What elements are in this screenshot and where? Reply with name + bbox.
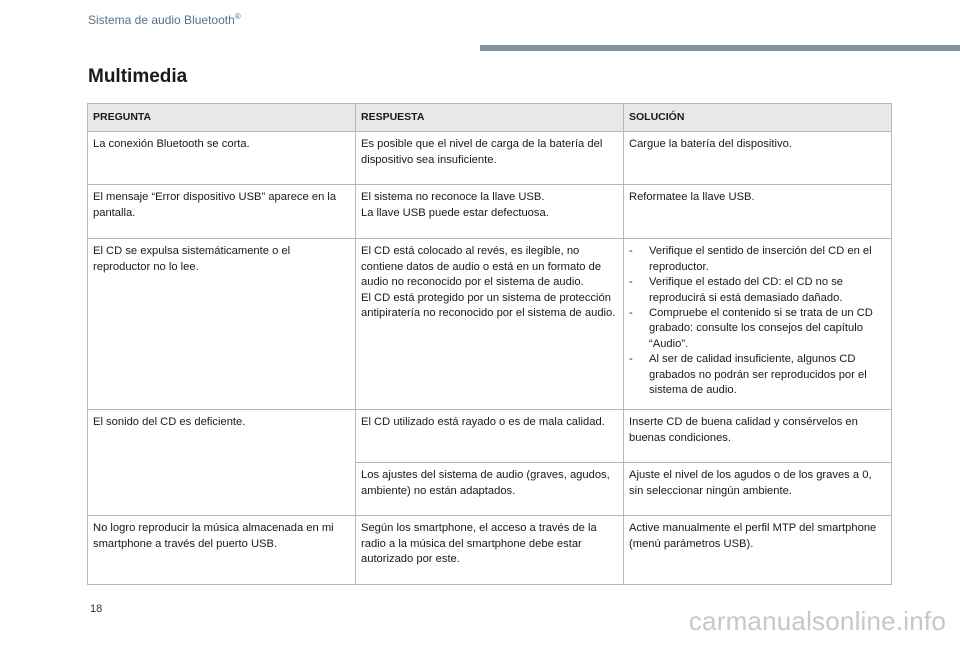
page-number: 18 bbox=[90, 603, 103, 615]
solution-cell: Active manualmente el perfil MTP del smartphone (menú parámetros USB). bbox=[624, 516, 892, 585]
answer-cell: Según los smartphone, el acceso a través de la radio a la música del smartphone debe estar autorizado por este. bbox=[356, 516, 624, 585]
registered-mark: ® bbox=[234, 12, 241, 21]
question-cell: El CD se expulsa sistemáticamente o el reproductor no lo lee. bbox=[88, 239, 356, 410]
answer-line: El CD está colocado al revés, es ilegible, no contiene datos de audio o está en un formato de audio no reconocido por el sistema de audio. bbox=[361, 245, 602, 289]
answer-line: La llave USB puede estar defectuosa. bbox=[361, 206, 549, 219]
list-item: - Al ser de calidad insuficiente, algunos CD grabados no podrán ser reproducidos por el sistema de audio. bbox=[629, 352, 886, 398]
question-cell: El mensaje “Error dispositivo USB” aparece en la pantalla. bbox=[88, 185, 356, 239]
table-row bbox=[88, 132, 892, 185]
answer-line: El CD está protegido por un sistema de protección antipiratería no reconocido por el sistema de audio. bbox=[361, 291, 616, 320]
solution-cell: Cargue la batería del dispositivo. bbox=[624, 132, 892, 185]
answer-line: El sistema no reconoce la llave USB. bbox=[361, 191, 545, 204]
answer-cell bbox=[356, 185, 624, 239]
solution-list bbox=[629, 244, 886, 398]
table-header-row bbox=[88, 104, 892, 132]
column-header-solution: SOLUCIÓN bbox=[624, 104, 892, 132]
faq-table bbox=[87, 103, 892, 585]
list-item: - Compruebe el contenido si se trata de un CD grabado: consulte los consejos del capítulo “Audio”. bbox=[629, 306, 886, 352]
answer-cell: Los ajustes del sistema de audio (graves, agudos, ambiente) no están adaptados. bbox=[356, 463, 624, 516]
column-header-answer: RESPUESTA bbox=[356, 104, 624, 132]
table-row bbox=[88, 239, 892, 410]
table-row bbox=[88, 516, 892, 585]
question-cell: La conexión Bluetooth se corta. bbox=[88, 132, 356, 185]
column-header-question: PREGUNTA bbox=[88, 104, 356, 132]
answer-cell bbox=[356, 239, 624, 410]
section-title-text: Sistema de audio Bluetooth bbox=[88, 13, 235, 27]
solution-cell: Reformatee la llave USB. bbox=[624, 185, 892, 239]
page-title: Multimedia bbox=[88, 66, 188, 87]
answer-cell: El CD utilizado está rayado o es de mala calidad. bbox=[356, 410, 624, 463]
watermark: carmanualsonline.info bbox=[688, 606, 946, 636]
list-item: - Verifique el estado del CD: el CD no se reproducirá si está demasiado dañado. bbox=[629, 275, 886, 306]
table-row bbox=[88, 410, 892, 463]
solution-cell bbox=[624, 239, 892, 410]
question-cell: El sonido del CD es deficiente. bbox=[88, 410, 356, 516]
header-divider-bar bbox=[480, 45, 960, 51]
answer-cell: Es posible que el nivel de carga de la batería del dispositivo sea insuficiente. bbox=[356, 132, 624, 185]
section-title bbox=[88, 12, 241, 27]
solution-cell: Inserte CD de buena calidad y consérvelos en buenas condiciones. bbox=[624, 410, 892, 463]
solution-cell: Ajuste el nivel de los agudos o de los graves a 0, sin seleccionar ningún ambiente. bbox=[624, 463, 892, 516]
question-cell: No logro reproducir la música almacenada en mi smartphone a través del puerto USB. bbox=[88, 516, 356, 585]
list-item: - Verifique el sentido de inserción del CD en el reproductor. bbox=[629, 244, 886, 275]
table-row bbox=[88, 185, 892, 239]
